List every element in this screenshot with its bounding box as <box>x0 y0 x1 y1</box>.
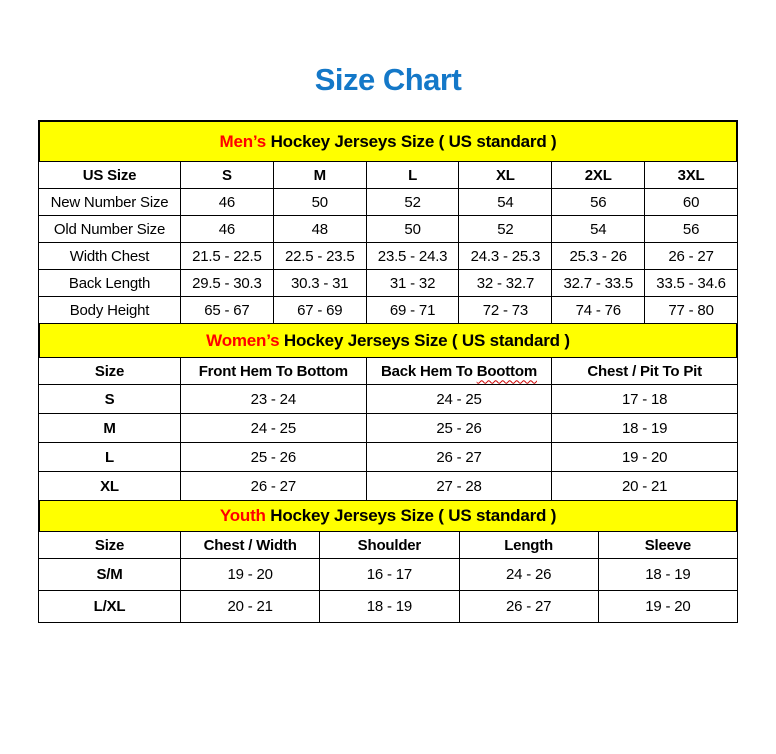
mens-size-cell: 56 <box>645 216 738 243</box>
mens-column-header: 2XL <box>552 162 645 189</box>
mens-size-cell: 77 - 80 <box>645 297 738 324</box>
mens-table-row <box>39 189 738 216</box>
womens-size-cell: 25 - 26 <box>181 443 367 472</box>
mens-size-cell: 29.5 - 30.3 <box>181 270 274 297</box>
womens-size-cell: 17 - 18 <box>552 385 738 414</box>
mens-banner-text: Hockey Jerseys Size ( US standard ) <box>266 131 557 151</box>
mens-size-cell: 25.3 - 26 <box>552 243 645 270</box>
mens-column-header: S <box>181 162 274 189</box>
womens-table-row <box>39 443 738 472</box>
youth-size-table <box>38 531 738 623</box>
mens-size-cell: 54 <box>552 216 645 243</box>
womens-size-table <box>38 357 738 501</box>
youth-row-label: S/M <box>39 559 181 591</box>
youth-table-row <box>39 591 738 623</box>
column-header-text: Back Hem To <box>381 362 477 380</box>
youth-table-block <box>38 501 738 623</box>
youth-size-cell: 19 - 20 <box>598 591 737 623</box>
womens-size-cell: 19 - 20 <box>552 443 738 472</box>
youth-size-cell: 24 - 26 <box>459 559 598 591</box>
womens-table-row <box>39 472 738 501</box>
mens-size-cell: 21.5 - 22.5 <box>181 243 274 270</box>
youth-header-row <box>39 532 738 559</box>
youth-size-cell: 26 - 27 <box>459 591 598 623</box>
misspelled-word-spellcheck: Boottom <box>476 362 537 380</box>
youth-column-header: Shoulder <box>320 532 459 559</box>
mens-column-header: M <box>273 162 366 189</box>
mens-size-table <box>38 161 738 324</box>
womens-column-header: Chest / Pit To Pit <box>552 358 738 385</box>
mens-column-header: US Size <box>39 162 181 189</box>
mens-row-label: Body Height <box>39 297 181 324</box>
size-chart-page <box>0 62 776 623</box>
mens-size-cell: 69 - 71 <box>366 297 459 324</box>
mens-row-label: Back Length <box>39 270 181 297</box>
womens-header-row <box>39 358 738 385</box>
mens-table-row <box>39 243 738 270</box>
mens-table-block <box>38 120 738 324</box>
womens-size-cell: 20 - 21 <box>552 472 738 501</box>
womens-table-row <box>39 385 738 414</box>
womens-table-block <box>38 324 738 501</box>
mens-size-cell: 30.3 - 31 <box>273 270 366 297</box>
youth-size-cell: 20 - 21 <box>181 591 320 623</box>
mens-size-cell: 72 - 73 <box>459 297 552 324</box>
youth-banner-highlight: Youth <box>219 506 266 525</box>
womens-row-label: S <box>39 385 181 414</box>
youth-column-header: Size <box>39 532 181 559</box>
mens-row-label: Old Number Size <box>39 216 181 243</box>
womens-size-cell: 24 - 25 <box>366 385 552 414</box>
mens-column-header: L <box>366 162 459 189</box>
mens-size-cell: 32 - 32.7 <box>459 270 552 297</box>
mens-size-cell: 31 - 32 <box>366 270 459 297</box>
womens-size-cell: 18 - 19 <box>552 414 738 443</box>
mens-column-header: XL <box>459 162 552 189</box>
mens-table-row <box>39 270 738 297</box>
youth-row-label: L/XL <box>39 591 181 623</box>
mens-size-cell: 23.5 - 24.3 <box>366 243 459 270</box>
womens-banner-highlight: Women’s <box>206 330 280 350</box>
mens-row-label: Width Chest <box>39 243 181 270</box>
mens-size-cell: 26 - 27 <box>645 243 738 270</box>
womens-size-cell: 24 - 25 <box>181 414 367 443</box>
womens-row-label: M <box>39 414 181 443</box>
womens-size-cell: 23 - 24 <box>181 385 367 414</box>
youth-column-header: Sleeve <box>598 532 737 559</box>
youth-banner <box>38 501 738 531</box>
mens-size-cell: 60 <box>645 189 738 216</box>
womens-banner <box>38 324 738 357</box>
mens-size-cell: 74 - 76 <box>552 297 645 324</box>
mens-column-header: 3XL <box>645 162 738 189</box>
mens-table-row <box>39 297 738 324</box>
womens-row-label: L <box>39 443 181 472</box>
mens-size-cell: 24.3 - 25.3 <box>459 243 552 270</box>
mens-size-cell: 22.5 - 23.5 <box>273 243 366 270</box>
mens-size-cell: 46 <box>181 189 274 216</box>
womens-size-cell: 27 - 28 <box>366 472 552 501</box>
youth-table-row <box>39 559 738 591</box>
youth-size-cell: 16 - 17 <box>320 559 459 591</box>
mens-size-cell: 54 <box>459 189 552 216</box>
page-title: Size Chart <box>314 62 462 97</box>
size-tables <box>38 120 738 623</box>
womens-column-header <box>366 358 552 385</box>
womens-banner-text: Hockey Jerseys Size ( US standard ) <box>279 330 570 350</box>
mens-banner <box>38 120 738 161</box>
womens-table-row <box>39 414 738 443</box>
mens-size-cell: 33.5 - 34.6 <box>645 270 738 297</box>
womens-size-cell: 26 - 27 <box>181 472 367 501</box>
womens-size-cell: 26 - 27 <box>366 443 552 472</box>
mens-size-cell: 67 - 69 <box>273 297 366 324</box>
youth-banner-text: Hockey Jerseys Size ( US standard ) <box>265 506 557 525</box>
mens-size-cell: 52 <box>459 216 552 243</box>
youth-size-cell: 19 - 20 <box>181 559 320 591</box>
womens-row-label: XL <box>39 472 181 501</box>
womens-size-cell: 25 - 26 <box>366 414 552 443</box>
mens-banner-highlight: Men’s <box>219 131 267 151</box>
mens-size-cell: 46 <box>181 216 274 243</box>
youth-column-header: Chest / Width <box>181 532 320 559</box>
womens-column-header: Size <box>39 358 181 385</box>
mens-size-cell: 56 <box>552 189 645 216</box>
youth-size-cell: 18 - 19 <box>320 591 459 623</box>
mens-table-row <box>39 216 738 243</box>
youth-size-cell: 18 - 19 <box>598 559 737 591</box>
mens-size-cell: 50 <box>366 216 459 243</box>
mens-size-cell: 32.7 - 33.5 <box>552 270 645 297</box>
mens-size-cell: 52 <box>366 189 459 216</box>
womens-column-header: Front Hem To Bottom <box>181 358 367 385</box>
mens-size-cell: 65 - 67 <box>181 297 274 324</box>
youth-column-header: Length <box>459 532 598 559</box>
mens-header-row <box>39 162 738 189</box>
mens-row-label: New Number Size <box>39 189 181 216</box>
mens-size-cell: 50 <box>273 189 366 216</box>
mens-size-cell: 48 <box>273 216 366 243</box>
